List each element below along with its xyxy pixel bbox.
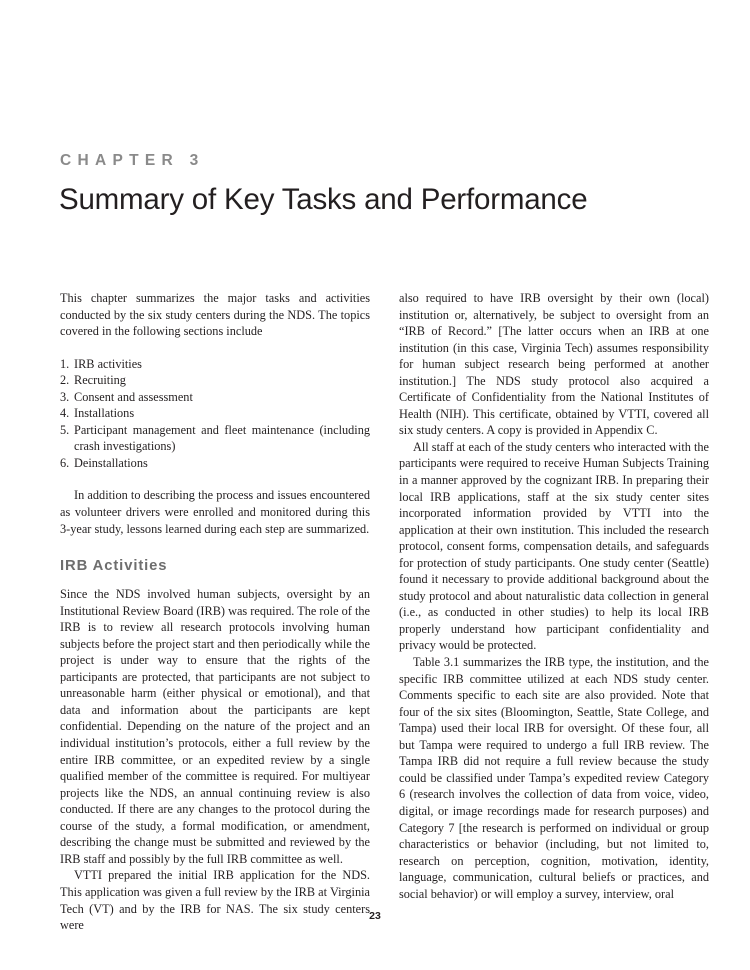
- section-heading: IRB Activities: [60, 558, 168, 575]
- page-number: 23: [369, 910, 381, 922]
- left-column: [60, 290, 370, 934]
- body-paragraph: Since the NDS involved human subjects, oversight by an Institutional Review Board (IRB) was required. The role of the IRB is to review all research protocols involving human subjects before the project start and then periodically while the project is under way to ensure that the rights of the participants are protected, that participants are not subject to unreasonable harm (either physical or emotional), and that data and information about the participants are kept confidential. Depending on the nature of the project and an individual institution’s protocols, either a full review by the entire IRB committee, or an expedited review by a single qualified member of the committee is required. For multiyear projects like the NDS, an annual continuing review is also conducted. If there are any changes to the protocol during the course of the study, a formal modification, or amendment, describing the change must be submitted and reviewed by the IRB staff and possibly by the full IRB committee as well.: [60, 587, 370, 866]
- list-item: [60, 455, 370, 472]
- list-text: Installations: [74, 406, 135, 421]
- list-text: Consent and assessment: [74, 389, 193, 404]
- list-number: 5.: [60, 422, 70, 437]
- body-paragraph: Table 3.1 summarizes the IRB type, the institution, and the specific IRB committee utilized at each NDS study center. Comments specific to each site are also provided. Note that four of the six sites (Bloomington, Seattle, State College, and Tampa) used their local IRB for oversight. Of these four, all but Tampa were required to undergo a full IRB review. The Tampa IRB did not require a full review because the study could be classified under Tampa’s expedited review Category 6 (research involves the collection of data from voice, video, digital, or image recordings made for research purposes) and Category 7 [the research is performed on individual or group characteristics or behavior (including, but not limited to, research on perception, cognition, motivation, identity, language, communication, cultural beliefs or practices, and social behavior) or will employ a survey, interview, oral: [399, 655, 709, 901]
- body-paragraph: VTTI prepared the initial IRB application for the NDS. This application was given a full review by the IRB at Virginia Tech (VT) and by the IRB for NAS. The six study centers were: [60, 868, 370, 933]
- list-item: [60, 422, 370, 455]
- chapter-label: CHAPTER 3: [60, 152, 205, 169]
- summary-paragraph: In addition to describing the process and issues encountered as volunteer drivers were enrolled and monitored during this 3-year study, lessons learned during each step are summarized.: [60, 488, 370, 536]
- list-text: Participant management and fleet maintenance (including crash investigations): [74, 422, 370, 454]
- list-number: 4.: [60, 406, 70, 421]
- list-item: [60, 405, 370, 422]
- right-column: [399, 290, 709, 902]
- body-paragraph: also required to have IRB oversight by their own (local) institution or, alternatively, be subject to oversight from an “IRB of Record.” [The latter occurs when an IRB at one institution (in this case, Virginia Tech) assumes responsibility for human subject research being performed at another institution.] The NDS study protocol also acquired a Certificate of Confidentiality from the National Institutes of Health (NIH). This certificate, obtained by VTTI, covered all six study centers. A copy is provided in Appendix C.: [399, 291, 709, 438]
- list-text: IRB activities: [74, 356, 142, 371]
- list-number: 6.: [60, 455, 70, 470]
- page-title: Summary of Key Tasks and Performance: [59, 183, 588, 216]
- list-item: [60, 356, 370, 373]
- topic-list: [60, 356, 370, 472]
- list-item: [60, 372, 370, 389]
- list-number: 1.: [60, 356, 70, 371]
- body-paragraph: All staff at each of the study centers who interacted with the participants were required to receive Human Subjects Training in a manner approved by the cognizant IRB. In preparing their local IRB applications, staff at the six study center sites incorporated information provided by VTTI into the application at their own institution. This included the research protocol, consent forms, compensation details, and safeguards for protection of study participants. One study center (Seattle) found it necessary to provide additional background about the study protocol and about naturalistic data collection in general (i.e., as conducted in other studies) to help its local IRB properly understand how participant confidentiality and privacy would be protected.: [399, 439, 709, 653]
- list-text: Recruiting: [74, 373, 126, 388]
- list-number: 2.: [60, 373, 70, 388]
- list-item: [60, 389, 370, 406]
- intro-paragraph: This chapter summarizes the major tasks and activities conducted by the six study centers during the NDS. The topics covered in the following sections include: [60, 291, 370, 339]
- list-text: Deinstallations: [74, 455, 148, 470]
- list-number: 3.: [60, 389, 70, 404]
